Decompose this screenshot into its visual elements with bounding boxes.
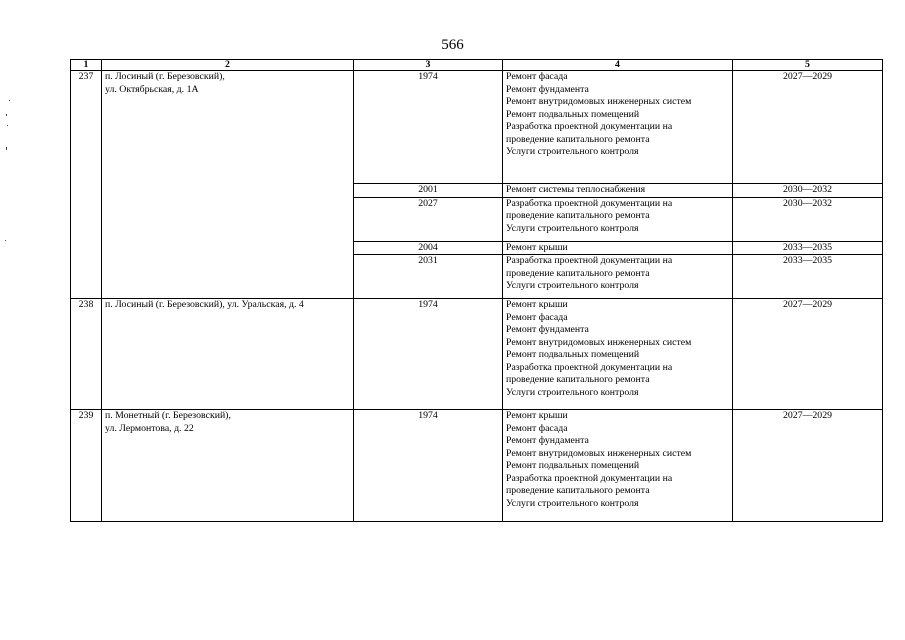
work-item: Ремонт фасада [506,71,568,82]
work-item: Ремонт подвальных помещений [506,349,640,360]
works-list [503,255,733,299]
entry-address [102,410,354,522]
column-header-3: 3 [354,60,503,71]
work-item: проведение капитального ремонта [506,485,650,496]
construction-year: 2004 [354,241,503,255]
work-item: Ремонт внутридомовых инженерных систем [506,447,692,459]
work-item: Разработка проектной документации на [506,472,673,484]
entry-number: 239 [71,410,102,522]
column-header-1: 1 [71,60,102,71]
work-item: Разработка проектной документации на [506,121,673,132]
address-line: п. Лосиный (г. Березовский), [105,71,225,82]
work-item: Услуги строительного контроля [506,222,639,234]
work-item: проведение капитального ремонта [506,374,650,385]
work-item: Ремонт фундамента [506,435,589,446]
work-item: Разработка проектной документации на [506,255,673,266]
repair-period: 2030—2032 [733,184,883,198]
address-line: ул. Октябрьская, д. 1А [105,83,199,95]
page-number: 566 [441,37,464,53]
work-item: Ремонт фасада [506,422,568,434]
column-header-2: 2 [102,60,354,71]
work-item: Ремонт крыши [506,241,568,253]
scan-mark [5,240,6,241]
construction-year: 2031 [354,255,503,299]
work-item: Ремонт системы теплоснабжения [506,184,646,195]
repair-period: 2030—2032 [733,197,883,241]
works-list [503,197,733,241]
work-item: Ремонт фундамента [506,324,589,335]
work-item: Ремонт фасада [506,311,568,323]
works-list [503,410,733,522]
works-list [503,299,733,410]
work-item: Услуги строительного контроля [506,146,639,157]
work-item: Услуги строительного контроля [506,386,639,398]
column-header-5: 5 [733,60,883,71]
scan-mark [9,100,10,101]
repair-period: 2033—2035 [733,255,883,299]
header-row [71,60,883,71]
address-line: п. Монетный (г. Березовский), [105,410,231,421]
work-item: Ремонт подвальных помещений [506,460,640,471]
entry-number: 238 [71,299,102,410]
construction-year: 1974 [354,71,503,184]
repair-schedule-table [70,59,883,522]
work-item: Разработка проектной документации на [506,197,673,209]
work-item: Ремонт внутридомовых инженерных систем [506,336,692,348]
table-row [71,71,883,184]
address-line: ул. Лермонтова, д. 22 [105,422,194,434]
works-list [503,184,733,198]
table-row [71,410,883,522]
work-item: Ремонт внутридомовых инженерных систем [506,96,692,107]
work-item: Услуги строительного контроля [506,497,639,509]
table-row [71,299,883,410]
works-list [503,241,733,255]
construction-year: 1974 [354,299,503,410]
scan-mark [6,114,7,116]
work-item: Ремонт крыши [506,299,568,310]
entry-address [102,299,354,410]
entry-number: 237 [71,71,102,299]
repair-period: 2027—2029 [733,71,883,184]
construction-year: 2027 [354,197,503,241]
construction-year: 2001 [354,184,503,198]
works-list [503,71,733,184]
repair-period: 2027—2029 [733,299,883,410]
entry-address [102,71,354,299]
construction-year: 1974 [354,410,503,522]
work-item: проведение капитального ремонта [506,210,650,221]
work-item: Разработка проектной документации на [506,361,673,373]
repair-period: 2027—2029 [733,410,883,522]
work-item: Ремонт подвальных помещений [506,108,640,120]
column-header-4: 4 [503,60,733,71]
repair-period: 2033—2035 [733,241,883,255]
scan-mark [6,147,7,150]
work-item: Услуги строительного контроля [506,280,639,291]
work-item: Ремонт крыши [506,410,568,421]
work-item: проведение капитального ремонта [506,267,650,279]
work-item: Ремонт фундамента [506,83,589,95]
address-line: п. Лосиный (г. Березовский), ул. Уральская, д. 4 [105,299,304,310]
scan-mark [7,125,8,126]
work-item: проведение капитального ремонта [506,133,650,145]
